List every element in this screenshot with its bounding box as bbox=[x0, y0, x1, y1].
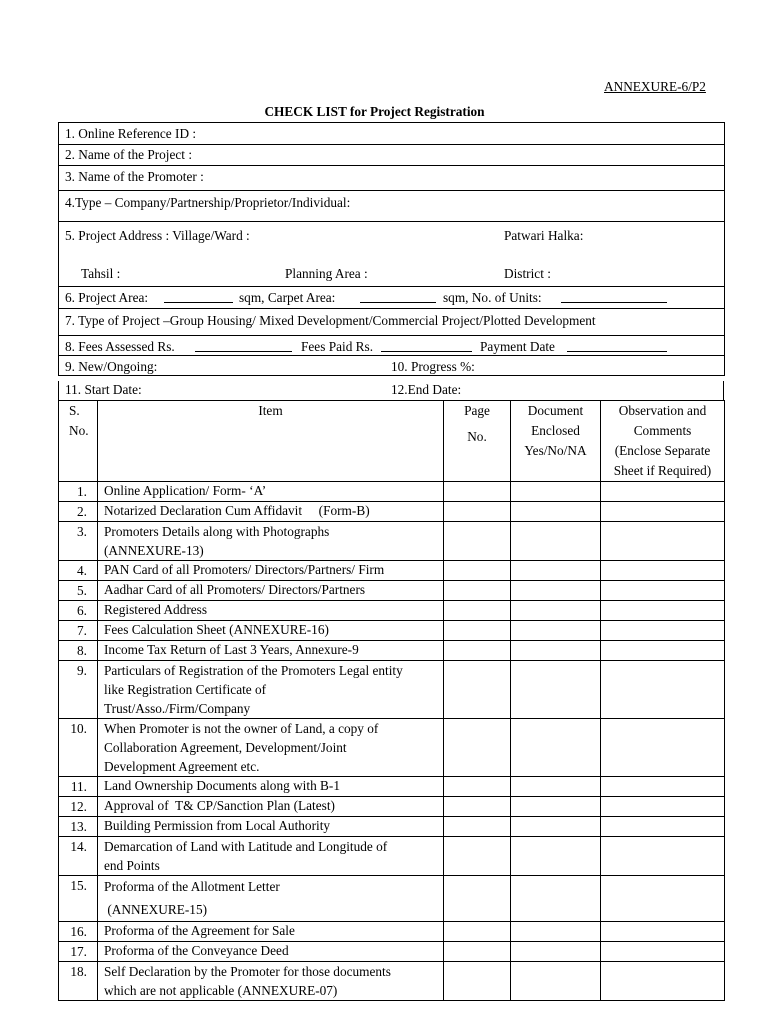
page-title bbox=[0, 104, 770, 120]
col-observation-header bbox=[601, 401, 725, 482]
payment-date-blank[interactable] bbox=[567, 339, 667, 352]
row-number: 10. bbox=[59, 719, 98, 777]
col-document-header bbox=[511, 401, 601, 482]
row-item-line: Income Tax Return of Last 3 Years, Annexure-9 bbox=[104, 642, 359, 657]
tahsil-label: Tahsil : bbox=[81, 266, 121, 281]
col-observation-header-line4: Sheet if Required) bbox=[613, 463, 712, 478]
district-label: District : bbox=[504, 266, 551, 281]
row-item-line: Proforma of the Allotment Letter bbox=[104, 879, 280, 894]
checklist-row bbox=[59, 661, 725, 719]
row-item-line: Demarcation of Land with Latitude and Longitude of bbox=[104, 839, 388, 854]
col-document-header-line3: Yes/No/NA bbox=[524, 443, 587, 458]
row-page-cell[interactable] bbox=[444, 621, 511, 641]
row-item-line: Land Ownership Documents along with B-1 bbox=[104, 778, 340, 793]
row-page-cell[interactable] bbox=[444, 581, 511, 601]
col-document-header-line1: Document bbox=[527, 403, 584, 418]
field-online-reference[interactable]: 1. Online Reference ID : bbox=[59, 123, 725, 145]
row-item-line: like Registration Certificate of bbox=[104, 682, 267, 697]
checklist-body bbox=[59, 482, 725, 1001]
row-document-cell[interactable] bbox=[511, 942, 601, 962]
row-item-line: Registered Address bbox=[104, 602, 208, 617]
row-item-text bbox=[98, 522, 444, 561]
col-item-header-text: Item bbox=[258, 403, 283, 418]
row-page-cell[interactable] bbox=[444, 797, 511, 817]
row-item-line: PAN Card of all Promoters/ Directors/Partners/ Firm bbox=[104, 562, 385, 577]
end-date-label: 12.End Date: bbox=[391, 382, 462, 397]
checklist-row bbox=[59, 482, 725, 502]
col-observation-header-line3: (Enclose Separate bbox=[614, 443, 711, 458]
row-item-text bbox=[98, 817, 444, 837]
row-observation-cell[interactable] bbox=[601, 621, 725, 641]
row-item-text bbox=[98, 922, 444, 942]
row-number: 17. bbox=[59, 942, 98, 962]
row-number: 12. bbox=[59, 797, 98, 817]
row-number: 16. bbox=[59, 922, 98, 942]
progress-label: 10. Progress %: bbox=[391, 359, 475, 374]
row-item-text bbox=[98, 797, 444, 817]
field-project-type[interactable]: 7. Type of Project –Group Housing/ Mixed Development/Commercial Project/Plotted Development bbox=[59, 309, 725, 336]
row-page-cell[interactable] bbox=[444, 876, 511, 922]
row-item-text bbox=[98, 601, 444, 621]
checklist-header-row bbox=[59, 401, 725, 482]
row-page-cell[interactable] bbox=[444, 641, 511, 661]
row-item-line: Aadhar Card of all Promoters/ Directors/Partners bbox=[104, 582, 366, 597]
row-item-text bbox=[98, 719, 444, 777]
col-observation-header-line1: Observation and bbox=[618, 403, 707, 418]
row-observation-cell[interactable] bbox=[601, 601, 725, 621]
row-number: 1. bbox=[59, 482, 98, 502]
row-document-cell[interactable] bbox=[511, 777, 601, 797]
row-number: 2. bbox=[59, 502, 98, 522]
row-page-cell[interactable] bbox=[444, 777, 511, 797]
checklist-row bbox=[59, 922, 725, 942]
row-document-cell[interactable] bbox=[511, 661, 601, 719]
row-item-line: Notarized Declaration Cum Affidavit (Form-B) bbox=[104, 503, 370, 518]
row-page-cell[interactable] bbox=[444, 502, 511, 522]
row-number: 11. bbox=[59, 777, 98, 797]
row-number: 18. bbox=[59, 962, 98, 1001]
project-area-label: 6. Project Area: bbox=[65, 290, 149, 305]
field-fees[interactable] bbox=[59, 336, 725, 356]
checklist-row bbox=[59, 876, 725, 922]
row-item-line: Building Permission from Local Authority bbox=[104, 818, 331, 833]
row-item-text bbox=[98, 837, 444, 876]
checklist-table bbox=[58, 400, 725, 1001]
row-document-cell[interactable] bbox=[511, 502, 601, 522]
col-sno-header-line1: S. bbox=[69, 403, 80, 418]
row-item-line: Development Agreement etc. bbox=[104, 759, 260, 774]
row-item-line: Approval of T& CP/Sanction Plan (Latest) bbox=[104, 798, 335, 813]
checklist-row bbox=[59, 797, 725, 817]
row-item-line: Collaboration Agreement, Development/Joint bbox=[104, 740, 347, 755]
col-document-header-line2: Enclosed bbox=[531, 423, 580, 438]
row-item-line: Online Application/ Form- ‘A’ bbox=[104, 483, 267, 498]
checklist-row bbox=[59, 621, 725, 641]
col-sno-header bbox=[59, 401, 98, 482]
row-item-text bbox=[98, 661, 444, 719]
fees-assessed-label: 8. Fees Assessed Rs. bbox=[65, 339, 175, 354]
col-page-header-line1: Page bbox=[464, 403, 490, 418]
row-observation-cell[interactable] bbox=[601, 922, 725, 942]
row-page-cell[interactable] bbox=[444, 522, 511, 561]
units-label: sqm, No. of Units: bbox=[443, 290, 542, 305]
col-observation-header-line2: Comments bbox=[633, 423, 692, 438]
row-item-text bbox=[98, 561, 444, 581]
row-observation-cell[interactable] bbox=[601, 522, 725, 561]
row-observation-cell[interactable] bbox=[601, 661, 725, 719]
row-document-cell[interactable] bbox=[511, 621, 601, 641]
checklist-row bbox=[59, 581, 725, 601]
row-observation-cell[interactable] bbox=[601, 942, 725, 962]
row-number: 14. bbox=[59, 837, 98, 876]
row-page-cell[interactable] bbox=[444, 561, 511, 581]
row-item-text bbox=[98, 482, 444, 502]
patwari-label: Patwari Halka: bbox=[504, 228, 584, 243]
row-page-cell[interactable] bbox=[444, 922, 511, 942]
carpet-area-label: sqm, Carpet Area: bbox=[239, 290, 336, 305]
field-project-area[interactable] bbox=[59, 287, 725, 309]
row-observation-cell[interactable] bbox=[601, 581, 725, 601]
field-project-name[interactable]: 2. Name of the Project : bbox=[59, 145, 725, 166]
checklist-row bbox=[59, 502, 725, 522]
field-status[interactable] bbox=[59, 356, 725, 376]
field-type[interactable]: 4.Type – Company/Partnership/Proprietor/Individual: bbox=[59, 191, 725, 222]
row-item-text bbox=[98, 581, 444, 601]
row-page-cell[interactable] bbox=[444, 817, 511, 837]
new-ongoing-label: 9. New/Ongoing: bbox=[65, 359, 158, 374]
row-item-line: Promoters Details along with Photographs bbox=[104, 524, 330, 539]
col-sno-header-line2: No. bbox=[69, 423, 89, 438]
row-item-line: Particulars of Registration of the Promoters Legal entity bbox=[104, 663, 403, 678]
row-item-line: (ANNEXURE-13) bbox=[104, 543, 204, 558]
row-observation-cell[interactable] bbox=[601, 719, 725, 777]
checklist-row bbox=[59, 777, 725, 797]
address-label: 5. Project Address : Village/Ward : bbox=[65, 228, 250, 243]
planning-area-label: Planning Area : bbox=[285, 266, 368, 281]
row-observation-cell[interactable] bbox=[601, 641, 725, 661]
row-observation-cell[interactable] bbox=[601, 502, 725, 522]
row-document-cell[interactable] bbox=[511, 797, 601, 817]
row-page-cell[interactable] bbox=[444, 661, 511, 719]
checklist-row bbox=[59, 561, 725, 581]
row-item-text bbox=[98, 502, 444, 522]
row-number: 3. bbox=[59, 522, 98, 561]
fees-assessed-blank[interactable] bbox=[195, 339, 292, 352]
checklist-row bbox=[59, 817, 725, 837]
row-document-cell[interactable] bbox=[511, 962, 601, 1001]
row-document-cell[interactable] bbox=[511, 641, 601, 661]
row-observation-cell[interactable] bbox=[601, 797, 725, 817]
start-date-label: 11. Start Date: bbox=[65, 382, 142, 397]
field-project-address[interactable] bbox=[59, 222, 725, 287]
field-dates[interactable] bbox=[58, 381, 724, 400]
annexure-label: ANNEXURE-6/P2 bbox=[604, 79, 706, 94]
row-number: 8. bbox=[59, 641, 98, 661]
units-blank[interactable] bbox=[561, 290, 667, 303]
col-page-header-line2: No. bbox=[467, 429, 487, 444]
row-item-text bbox=[98, 876, 444, 922]
row-page-cell[interactable] bbox=[444, 719, 511, 777]
fees-paid-blank[interactable] bbox=[381, 339, 472, 352]
checklist-row bbox=[59, 942, 725, 962]
checklist-row bbox=[59, 719, 725, 777]
checklist-row bbox=[59, 962, 725, 1001]
row-item-line: which are not applicable (ANNEXURE-07) bbox=[104, 983, 338, 998]
row-number: 13. bbox=[59, 817, 98, 837]
row-document-cell[interactable] bbox=[511, 561, 601, 581]
row-document-cell[interactable] bbox=[511, 922, 601, 942]
row-number: 6. bbox=[59, 601, 98, 621]
row-observation-cell[interactable] bbox=[601, 561, 725, 581]
row-item-text bbox=[98, 942, 444, 962]
row-document-cell[interactable] bbox=[511, 522, 601, 561]
row-document-cell[interactable] bbox=[511, 581, 601, 601]
row-page-cell[interactable] bbox=[444, 837, 511, 876]
row-item-line: When Promoter is not the owner of Land, a copy of bbox=[104, 721, 379, 736]
project-details-table bbox=[58, 122, 725, 376]
row-document-cell[interactable] bbox=[511, 817, 601, 837]
row-number: 5. bbox=[59, 581, 98, 601]
col-item-header bbox=[98, 401, 444, 482]
field-promoter-name[interactable]: 3. Name of the Promoter : bbox=[59, 166, 725, 191]
fees-paid-label: Fees Paid Rs. bbox=[301, 339, 374, 354]
row-document-cell[interactable] bbox=[511, 876, 601, 922]
row-item-line: Proforma of the Conveyance Deed bbox=[104, 943, 289, 958]
row-item-line: Trust/Asso./Firm/Company bbox=[104, 701, 251, 716]
row-observation-cell[interactable] bbox=[601, 962, 725, 1001]
row-page-cell[interactable] bbox=[444, 942, 511, 962]
row-item-text bbox=[98, 777, 444, 797]
col-page-header bbox=[444, 401, 511, 482]
row-observation-cell[interactable] bbox=[601, 837, 725, 876]
row-page-cell[interactable] bbox=[444, 601, 511, 621]
row-item-line: Proforma of the Agreement for Sale bbox=[104, 923, 295, 938]
project-area-blank[interactable] bbox=[164, 290, 233, 303]
row-number: 4. bbox=[59, 561, 98, 581]
row-item-text bbox=[98, 641, 444, 661]
row-item-line: Fees Calculation Sheet (ANNEXURE-16) bbox=[104, 622, 329, 637]
row-observation-cell[interactable] bbox=[601, 482, 725, 502]
row-item-line: Self Declaration by the Promoter for those documents bbox=[104, 964, 391, 979]
checklist-row bbox=[59, 601, 725, 621]
row-page-cell[interactable] bbox=[444, 482, 511, 502]
checklist-row bbox=[59, 522, 725, 561]
row-number: 15. bbox=[59, 876, 98, 922]
payment-date-label: Payment Date bbox=[480, 339, 555, 354]
carpet-area-blank[interactable] bbox=[360, 290, 436, 303]
row-document-cell[interactable] bbox=[511, 719, 601, 777]
row-item-text bbox=[98, 962, 444, 1001]
row-page-cell[interactable] bbox=[444, 962, 511, 1001]
row-document-cell[interactable] bbox=[511, 601, 601, 621]
row-number: 9. bbox=[59, 661, 98, 719]
row-item-line: end Points bbox=[104, 858, 160, 873]
row-document-cell[interactable] bbox=[511, 482, 601, 502]
row-observation-cell[interactable] bbox=[601, 777, 725, 797]
row-observation-cell[interactable] bbox=[601, 817, 725, 837]
row-item-line: (ANNEXURE-15) bbox=[104, 901, 208, 917]
checklist-row bbox=[59, 837, 725, 876]
checklist-row bbox=[59, 641, 725, 661]
row-item-text bbox=[98, 621, 444, 641]
row-observation-cell[interactable] bbox=[601, 876, 725, 922]
row-number: 7. bbox=[59, 621, 98, 641]
row-document-cell[interactable] bbox=[511, 837, 601, 876]
page-title-text: CHECK LIST for Project Registration bbox=[264, 104, 485, 119]
